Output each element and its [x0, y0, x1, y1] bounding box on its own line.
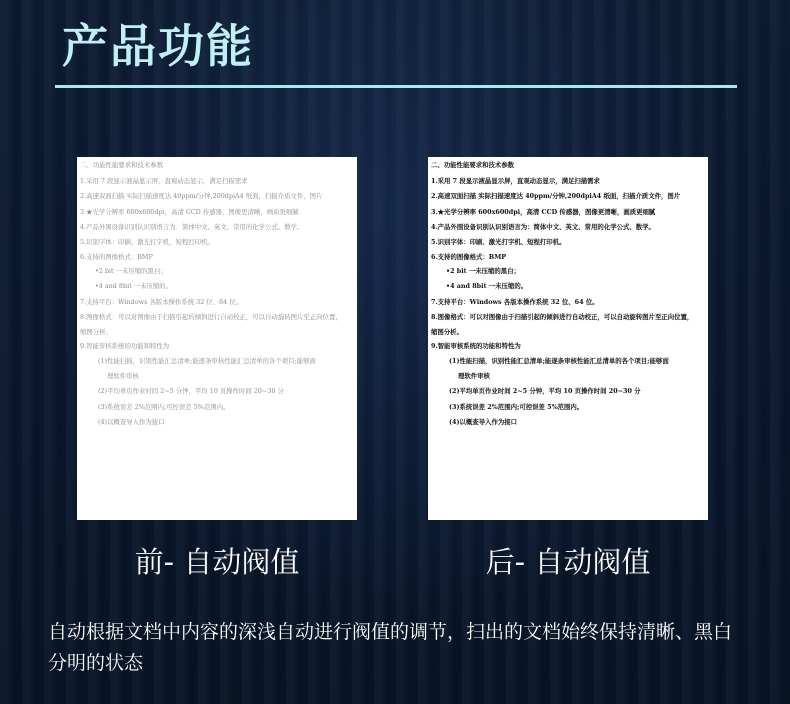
- document-line: (3)系统误差 2%范围内;可控误差 5%范围内。: [449, 403, 584, 411]
- document-line: (1)性能扫描，识别性能汇总清单;能逐条审核性能汇总清单的各个项目;能够面: [449, 357, 669, 365]
- document-line: 6.支持的图像格式：BMP: [80, 253, 153, 261]
- section-title: 产品功能: [62, 19, 254, 73]
- document-line: 9.智能审核系统的功能和特性为: [431, 342, 521, 350]
- document-line: 缩图分析。: [80, 328, 112, 336]
- caption-after: 后- 自动阀值: [485, 545, 651, 579]
- document-line: •4 and 8bit 一未压缩的。: [446, 282, 528, 290]
- document-line: 二、功能性能要求和技术参数: [431, 161, 515, 169]
- title-underline: [55, 85, 737, 88]
- document-line: (4)以概查导入作为接口: [449, 418, 518, 426]
- document-line: (2)平均单页作业时间 2~5 分钟，平均 10 页操作时间 20~30 分: [98, 387, 284, 395]
- document-before-image: [77, 157, 357, 520]
- document-line: 理软件审核: [107, 372, 139, 380]
- document-line: 1.采用 7 段显示液晶显示屏，直观动态显示，满足扫描需求: [80, 177, 248, 185]
- document-line: 9.智能审核系统的功能和特性为: [80, 342, 170, 350]
- document-line: 3.★光学分辨率 600x600dpi，高清 CCD 传感器，图像更清晰，画质更细腻: [431, 208, 656, 216]
- document-line: •4 and 8bit 一未压缩的。: [95, 282, 173, 290]
- document-line: 3.★光学分辨率 600x600dpi，高清 CCD 传感器，图像更清晰，画质更细腻: [80, 208, 299, 216]
- document-line: 7.支持平台：Windows 各版本操作系统 32 位、64 位。: [431, 298, 599, 306]
- document-line: 4.产品外围设备识别认识别语言为：简体中文、英文、常用的化学公式、数学。: [431, 223, 655, 231]
- description-text: 自动根据文档中内容的深浅自动进行阀值的调节，扫出的文档始终保持清晰、黑白分明的状态: [48, 621, 733, 674]
- document-line: 5.识别字体：印刷、激光打字机、短程打印机。: [431, 238, 566, 246]
- document-line: 5.识别字体：印刷、激光打字机、短程打印机。: [80, 238, 214, 246]
- document-line: (1)性能扫描，识别性能汇总清单;能逐条审核性能汇总清单的各个项目;能够面: [98, 357, 316, 365]
- document-line: 缩图分析。: [431, 328, 463, 336]
- document-line: (3)系统误差 2%范围内;可控误差 5%范围内。: [98, 403, 230, 411]
- caption-before: 前- 自动阀值: [134, 545, 300, 579]
- document-line: 理软件审核: [458, 372, 490, 380]
- document-line: 2.高速双面扫描 实际扫描速度达 40ppm/分钟,200dpiA4 纸面，扫描介质文件，图片: [80, 192, 323, 200]
- document-line: 二、功能性能要求和技术参数: [80, 161, 164, 169]
- document-line: •2 bit 一未压缩的黑白；: [446, 267, 520, 275]
- document-line: 2.高速双面扫描 实际扫描速度达 40ppm/分钟,200dpiA4 纸面，扫描介质文件，图片: [431, 192, 681, 200]
- document-line: 8.图像格式：可以对图像由于扫描引起的倾斜进行自动校正，可以自动旋转图片至正向位置，: [431, 313, 694, 321]
- document-line: (4)以概查导入作为接口: [98, 418, 165, 426]
- document-line: 8.图像格式：可以对图像由于扫描引起的倾斜进行自动校正，可以自动旋转图片至正向位置，: [80, 313, 342, 321]
- document-line: 7.支持平台：Windows 各版本操作系统 32 位、64 位。: [80, 298, 243, 306]
- document-line: •2 bit 一未压缩的黑白；: [95, 267, 167, 275]
- document-line: 1.采用 7 段显示液晶显示屏，直观动态显示，满足扫描需求: [431, 177, 600, 185]
- document-after-image: [428, 157, 708, 520]
- document-line: (2)平均单页作业时间 2~5 分钟，平均 10 页操作时间 20~30 分: [449, 387, 641, 395]
- document-line: 6.支持的图像格式：BMP: [431, 253, 507, 261]
- document-line: 4.产品外围设备识别认识别语言为：简体中文、英文、常用的化学公式、数学。: [80, 223, 304, 231]
